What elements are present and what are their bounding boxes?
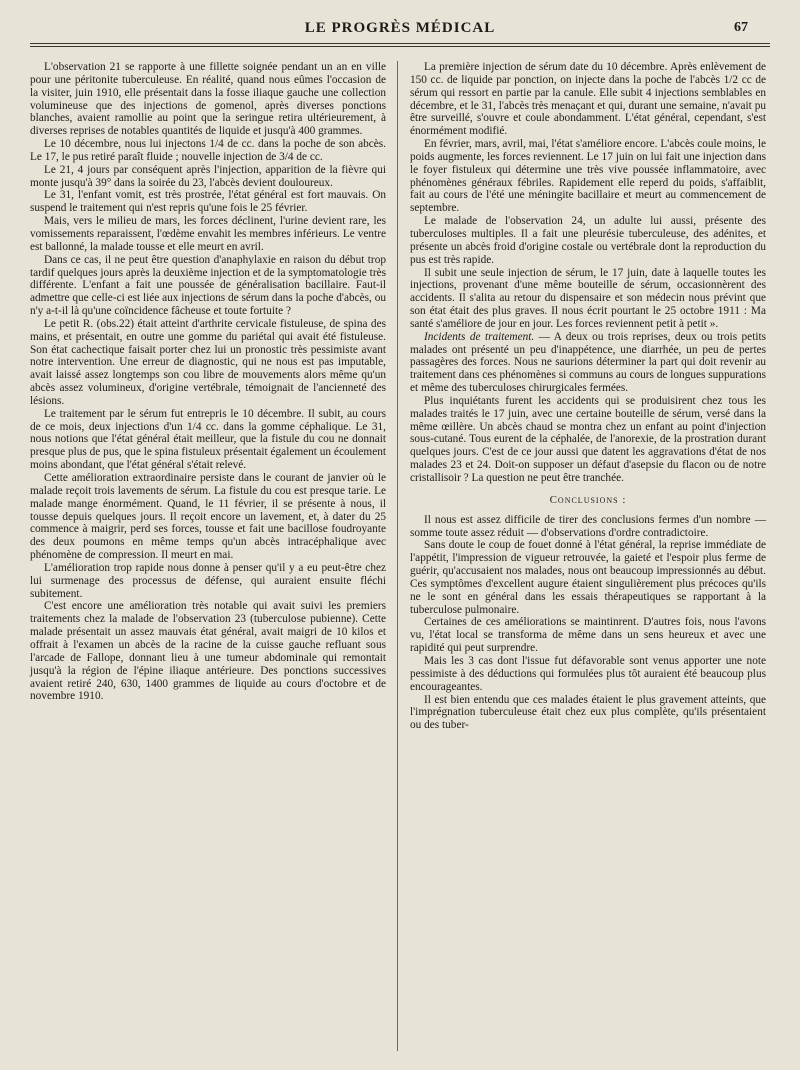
paragraph: Mais les 3 cas dont l'issue fut défavorable sont venus apporter une note pessimiste à des déductions qui formulées plus tôt auraient été beaucoup plus encourageantes. [410, 654, 766, 693]
incidents-label: Incidents de traitement. [424, 330, 535, 343]
running-title: LE PROGRÈS MÉDICAL [304, 20, 496, 36]
paragraph: Le traitement par le sérum fut entrepris le 10 décembre. Il subit, au cours de ce mois, deux injections d'un 1/4 cc. dans la gomme céphalique. Le 31, nous notions que l'état général était meilleur, que la fistule du cou ne donnait presque plus de pus, que le spina fistuleux présentait également un écoulement moins abondant, que l'état général s'était relevé. [30, 407, 386, 472]
paragraph: Sans doute le coup de fouet donné à l'état général, la reprise immédiate de l'appétit, l'impression de vigueur retrouvée, la gaieté et l'espoir plus ferme de guérir, qu'accusaient nos malades, nous ont beaucoup impressionnés au début. Ces symptômes d'excellent augure étaient singulièrement plus précoces qu'ils ne le sont en général dans les essais thérapeutiques se rapportant à la tuberculose pulmonaire. [410, 539, 766, 616]
paragraph: L'observation 21 se rapporte à une fillette soignée pendant un an en ville pour une péritonite tuberculeuse. En réalité, quand nous eûmes l'occasion de la visiter, juin 1910, elle présentait dans la fosse iliaque gauche une collection volumineuse que des injections de gomenol, après diverses ponctions blanches, avaient ramollie au point que la seringue retira ultérieurement, à diverses reprises de notables quantités de liquide et jusqu'à 400 grammes. [30, 61, 386, 138]
left-column [30, 61, 386, 703]
paragraph: Mais, vers le milieu de mars, les forces déclinent, l'urine devient rare, les vomissements reparaissent, l'œdème envahit les membres inférieurs. Le ventre est ballonné, la malade tousse et elle meurt en avril. [30, 215, 386, 253]
paragraph: C'est encore une amélioration très notable qui avait suivi les premiers traitements chez la malade de l'observation 23 (tuberculose pubienne). Cette malade présentait un assez mauvais état général, avait maigri de 10 kilos et offrait à l'examen un abcès de la racine de la cuisse gauche refluant sous l'arcade de Fallope, donnant lieu à une tumeur abdominale qui remontait jusqu'à la région de l'épine iliaque antérieure. Des ponctions successives avaient retiré 240, 630, 1400 grammes de liquide au cours d'octobre et de novembre 1910. [30, 600, 386, 703]
paragraph: Le malade de l'observation 24, un adulte lui aussi, présente des tuberculoses multiples. Il a fait une pleurésie tuberculeuse, des adénites, et présente un abcès froid d'origine costale ou vertébrale dont la reproduction du pus est très rapide. [410, 215, 766, 266]
incidents-text: — A deux ou trois reprises, deux ou trois petits malades ont présenté un peu d'inappétence, une diarrhée, un peu de pertes passagères des forces. Nous ne saurions déterminer la part qui doit revenir au traitement dans ces phénomènes si communs au cours de longues suppurations et même des tuberculoses chirurgicales fermées. [410, 330, 767, 395]
paragraph: Le 31, l'enfant vomit, est très prostrée, l'état général est fort mauvais. On suspend le traitement qui n'est repris qu'une fois le 25 février. [30, 189, 386, 215]
paragraph: Le 21, 4 jours par conséquent après l'injection, apparition de la fièvre qui monte jusqu'à 39° dans la soirée du 23, l'abcès devient douloureux. [30, 163, 386, 189]
header-rule [30, 43, 770, 47]
column-divider [397, 61, 398, 1051]
paragraph: Dans ce cas, il ne peut être question d'anaphylaxie en raison du début trop tardif quelques jours après la deuxième injection et de la symptomatologie très différente. L'enfant a fait une poussée de généralisation bacillaire. Faut-il admettre que celle-ci est liée aux injections de sérum dans la poche d'abcès, ou n'y a-t-il là qu'une coïncidence fâcheuse et toute fortuite ? [30, 253, 386, 318]
paragraph: Certaines de ces améliorations se maintinrent. D'autres fois, nous l'avons vu, l'état local se transforma de même dans un sens heureux et avec une rapidité qui peut surprendre. [410, 616, 766, 655]
paragraph: Plus inquiétants furent les accidents qui se produisirent chez tous les malades traités le 17 juin, avec une certaine bouteille de sérum, versé dans la même œillère. Un abcès chaud se montra chez un enfant au point d'injection sous-cutané. Tous eurent de la céphalée, de l'anorexie, de la prostration durant quelques jours. C'est de ce jour aussi que datent les aggravations d'état de nos malades 23 et 24. Doit-on supposer un défaut d'asepsie du flacon ou de notre cristallisoir ? La question ne peut être tranchée. [410, 394, 766, 484]
paragraph: Il est bien entendu que ces malades étaient le plus gravement atteints, que l'imprégnation tuberculeuse était chez eux plus complète, qu'ils présentaient ou des tuber- [410, 693, 766, 732]
page-number: 67 [734, 20, 748, 35]
conclusions-heading: Conclusions : [549, 493, 627, 506]
right-column [410, 61, 766, 732]
paragraph: Il subit une seule injection de sérum, le 17 juin, date à laquelle toutes les injections, provenant d'une même bouteille de sérum, occasionnèrent des accidents. Il s'alita au retour du dispensaire et son médecin nous prévint que son état était des plus graves. Il nous écrit pourtant le 25 octobre 1911 : Ma santé s'améliore de jour en jour. Les forces reviennent petit à petit ». [410, 266, 766, 330]
paragraph: Il nous est assez difficile de tirer des conclusions fermes d'un nombre — somme toute assez réduit — d'observations d'ordre contradictoire. [410, 513, 766, 539]
paragraph: En février, mars, avril, mai, l'état s'améliore encore. L'abcès coule moins, le poids augmente, les forces reviennent. Le 17 juin on lui fait une injection dans le foyer fistuleux qui détermine une très vive poussée inflammatoire, avec phénomènes généraux fébriles. Rapidement elle reperd du poids, s'affaiblit, fait au cours de l'été une méningite bacillaire et meurt au commencement de septembre. [410, 138, 766, 215]
paragraph: Cette amélioration extraordinaire persiste dans le courant de janvier où le malade reçoit trois lavements de sérum. La fistule du cou est presque tarie. Le malade mange énormément. Quand, le 11 février, il se présente à nous, il tousse depuis quelques jours. Il reçoit encore un lavement, et, à dater du 25 commence à maigrir, perd ses forces, tousse et fait une bacillose foudroyante des deux poumons en même temps qu'un abcès intracéphalique avec phénomène de compression. Il meurt en mai. [30, 472, 386, 562]
incidents-paragraph [410, 331, 766, 395]
paragraph: Le petit R. (obs.22) était atteint d'arthrite cervicale fistuleuse, de spina des mains, et présentait, en outre une gomme du pariétal qui avait été fistuleuse. Son état cachectique faisait porter chez lui un pronostic très pessimiste avant notre intervention. Une erreur de diagnostic, qui ne nous est pas imputable, avait laissé assez longtemps son cou libre de mouvements alors même qu'un abcès assez volumineux, d'origine vertébrale, témoignait de l'ancienneté des lésions. [30, 317, 386, 407]
page-header [30, 20, 770, 42]
paragraph: L'amélioration trop rapide nous donne à penser qu'il y a eu peut-être chez lui surmenage des processus de défense, qui auraient ensuite fléchi subitement. [30, 561, 386, 600]
paragraph: La première injection de sérum date du 10 décembre. Après enlèvement de 150 cc. de liquide par ponction, on injecte dans la poche de l'abcès 1/2 cc de sérum qui ressort en partie par la canule. Elle subit 4 injections semblables en décembre, et le 31, l'abcès très menaçant et qui, durant une semaine, n'avait pu être surveillé, s'ouvre et coule abondamment. L'état général, cependant, s'est énormément modifié. [410, 61, 766, 138]
paragraph: Le 10 décembre, nous lui injectons 1/4 de cc. dans la poche de son abcès. Le 17, le pus retiré paraît fluide ; nouvelle injection de 3/4 de cc. [30, 138, 386, 163]
